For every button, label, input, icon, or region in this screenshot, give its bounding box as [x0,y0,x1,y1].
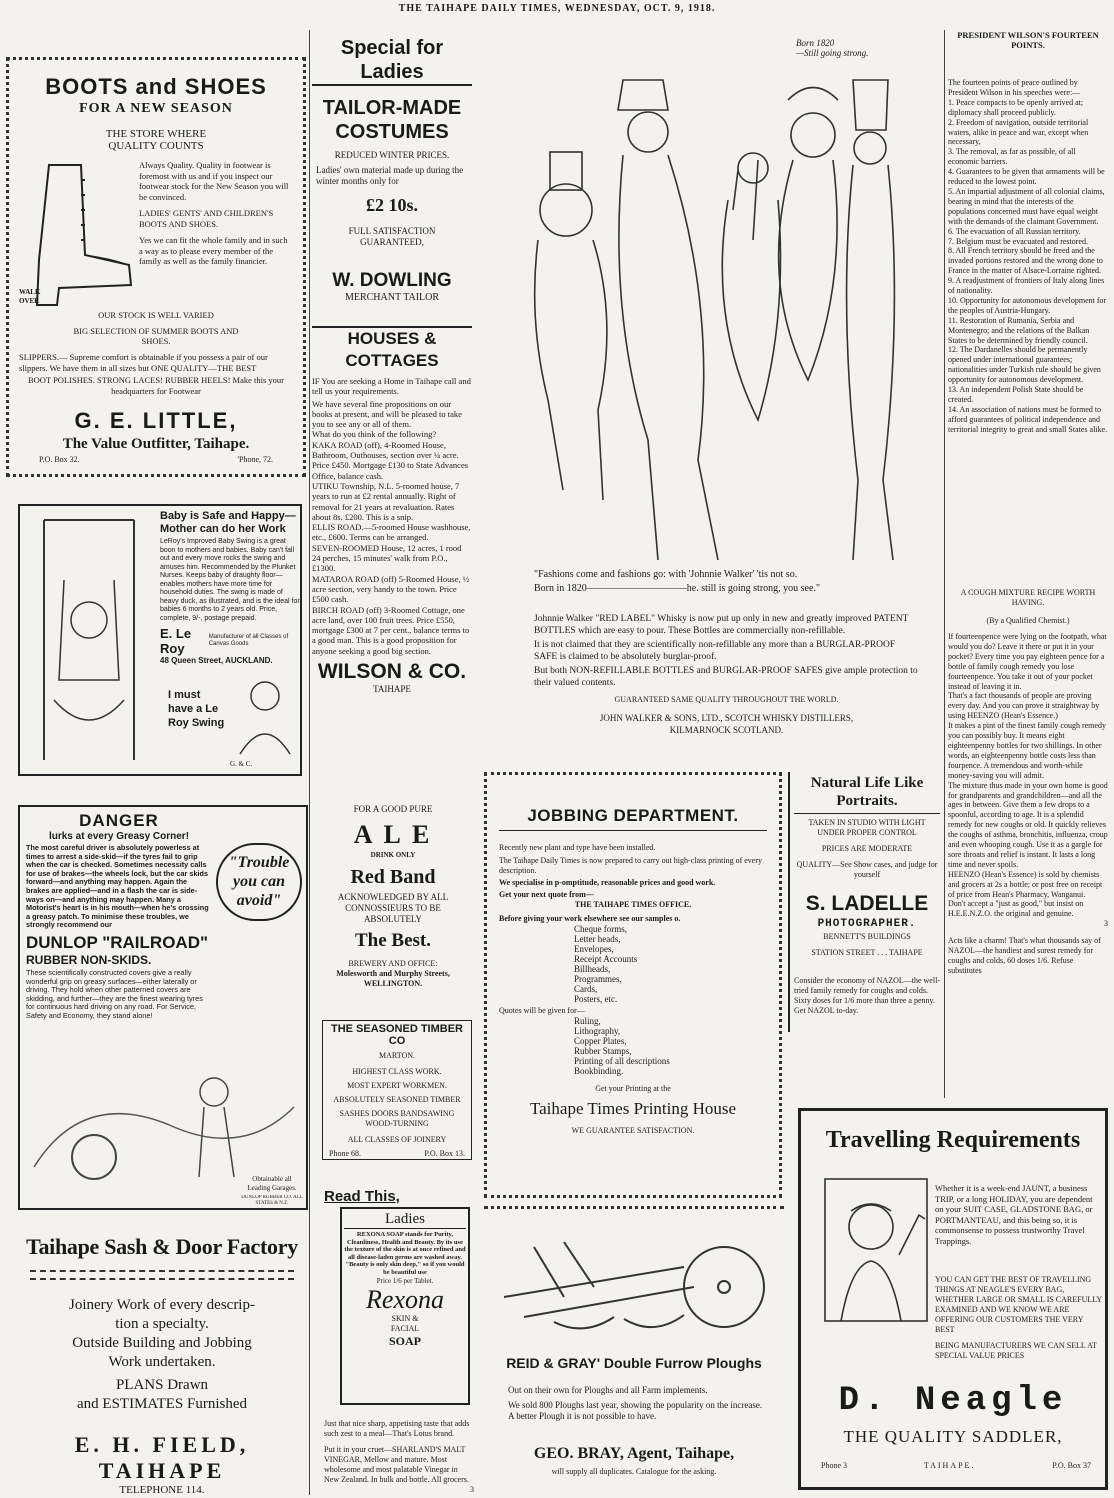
timber-ad [322,1020,472,1160]
travel-para-1: Whether it is a week-end JAUNT, a business TRIP, or a long HOLIDAY, you are dependent on your SUIT CASE, GLADSTONE BAG, or PORTMANTEAU, and this being so, it is commonsense to possess trustworthy Travel Trappings. [935,1183,1093,1246]
neagle-box: P.O. Box 37 [1052,1461,1091,1470]
walker-caption [534,568,914,596]
bubble-line-2: you can [233,873,285,890]
tailor-made-heading: TAILOR-MADE [322,97,462,119]
wilson-point: 4. Guarantees to be given that armaments will be reduced to the lowest point. [948,167,1105,187]
travel-para-3: BEING MANUFACTURERS WE CAN SELL AT SPECIAL VALUE PRICES [935,1341,1097,1360]
travel-title: Travelling Requirements [825,1127,1081,1153]
rexona-ad [324,1188,474,1492]
cough-para-6: Don't accept a "just as good," but insist on H.E.E.N.Z.O. the original and genuine. [948,899,1084,919]
timber-line-4: SASHES DOORS BANDSAWING WOOD-TURNING [339,1109,455,1128]
timber-box: P.O. Box 13. [424,1149,465,1158]
cough-para-4: The mixture thus made in your own home is good for grandparents and grandchildren—and all the ages in between. Give them a few drops to a spoonful, according to age. It is a splendid remedy for new coughs or old. It quickly relieves the coughs of asthma, bronchitis, influenza, croup and even whooping cough. Use it as a gargle for sore throats and relief is instant. It lasts a long time and never spoils. [948,780,1108,869]
houses-question: What do you think of the following? [312,429,437,440]
jobbing-item: Lithography, [574,1026,621,1036]
bubble-line-3: avoid" [236,892,282,909]
houses-intro: IF You are seeking a Home in Taihape call and tell us your requirements. [312,376,471,397]
sash-line-3: Outside Building and Jobbing [72,1335,252,1351]
boots-phone: 'Phone, 72. [237,455,273,464]
dunlop-product: RUBBER NON-SKIDS. [26,952,152,967]
swing-slogan: I must have a Le Roy Swing [168,689,225,729]
ladies-title: Special for Ladies [312,36,472,86]
houses-title: HOUSES & COTTAGES [345,329,439,370]
jobbing-item: Programmes, [574,974,622,984]
swing-ad [18,504,302,776]
cough-para-3: It makes a pint of the finest family cough remedy you can possibly buy. It means eight eighteenpenny bottles for two shillings. In other words, an eighteenpenny bottle costs less than fourpence. A tremendous and worth-while money-saving you will admit. [948,721,1106,780]
walker-caption-1: "Fashions come and fashions go: with 'Johnnie Walker' 'tis not so. [534,569,798,580]
nazol-charm-para: Acts like a charm! That's what thousands say of NAZOL—the handiest and surest remedy for coughs and colds, 60 doses 1/6. Refuse substitutes [948,936,1101,975]
wilson-intro: The fourteen points of peace outlined by President Wilson in his speeches were:— [948,78,1081,97]
jobbing-get-printing: Get your Printing at the [595,1084,671,1093]
plough-ad [484,1206,784,1496]
jobbing-item: Ruling, [574,1016,601,1026]
ale-brewery: BREWERY AND OFFICE: [348,959,438,968]
read-this: Read This, [324,1188,400,1205]
plough-para-2: We sold 800 Ploughs last year, showing the popularity on the increase. [508,1400,763,1410]
mother-child-illustration [230,674,300,758]
boots-subtitle: FOR A NEW SEASON [79,101,233,116]
sash-title: Taihape Sash & Door Factory [26,1234,298,1259]
costumes-heading: COSTUMES [335,121,449,143]
sash-line-2: tion a specialty. [115,1316,209,1332]
boots-tagline: The Value Outfitter, Taihape. [62,436,250,452]
ale-best: The Best. [355,930,431,951]
boots-para-quality: Always Quality. Quality in footwear is foremost with us and if you inspect our footwear stock for the New Season you will be convinced. [139,160,289,202]
walk-over-label: WALK OVER [19,288,41,305]
wilson-point: 13. An independent Polish State should be created. [948,385,1084,404]
rexona-facial: FACIAL [390,1323,420,1333]
plough-catalogue: will supply all duplicates. Catalogue for the asking. [551,1467,717,1476]
boots-quality-line: QUALITY COUNTS [108,140,204,152]
neagle-town: TAIHAPE. [923,1461,976,1470]
portraits-title-2: Portraits. [836,793,898,809]
house-listing: KAKA ROAD (off), 4-Roomed House, Bathroom, Outhouses, section over ¼ acre. Price £450. Mortgage £130 to State Advances Office, balance cash. [312,439,469,481]
timber-line-2: MOST EXPERT WORKMEN. [347,1081,447,1090]
johnnie-walker-ad [478,36,938,760]
walker-company: JOHN WALKER & SONS, LTD., SCOTCH WHISKY DISTILLERS, KILMARNOCK SCOTLAND. [599,713,854,735]
dunlop-ad [18,805,308,1210]
ale-address: Molesworth and Murphy Streets, WELLINGTON. [336,969,450,988]
plough-title: REID & GRAY' Double Furrow Ploughs [506,1355,762,1371]
wilson-point: 8. All French territory should be freed and the invaded portions restored and the wrong done to France in the matter of Alsace-Lorraine righted. [948,246,1103,276]
portraits-studio: TAKEN IN STUDIO WITH LIGHT UNDER PROPER CONTROL [808,818,926,837]
dunlop-brand: DUNLOP "RAILROAD" [26,932,209,952]
rexona-price: Price 1/6 per Tablet. [376,1276,434,1285]
ladies-tailor-ad [312,36,472,320]
boots-store-line: THE STORE WHERE [105,128,207,140]
swing-maker: E. Le Roy [160,626,192,656]
jobbing-para-3: We specialise in p-omptitude, reasonable prices and good work. [499,878,716,887]
rexona-skin: SKIN & [391,1313,419,1323]
rexona-brand: Rexona [366,1284,444,1314]
sash-line-1: Joinery Work of every descrip- [69,1297,255,1313]
bubble-line-1: "Trouble [228,854,290,871]
neagle-phone: Phone 3 [821,1461,847,1470]
ladies-satisfaction: FULL SATISFACTION GUARANTEED, [348,226,436,247]
rexona-box [340,1207,470,1405]
dunlop-obtainable: Obtainable all Leading Garages. [247,1175,297,1192]
wilson-point: 14. An association of nations must be formed to afford guarantees of political independence and territorial integrity to great and small States alike. [948,404,1108,434]
wilson-point: 10. Opportunity for autonomous development for the peoples of Austria-Hungary. [948,295,1107,315]
rexona-number: 3 [470,1485,474,1492]
jobbing-para-1: Recently new plant and type have been installed. [499,843,656,852]
timber-line-5: ALL CLASSES OF JOINERY [347,1135,447,1144]
wilson-point: 11. Restoration of Rumania, Serbia and Montenegro; and the relations of the Balkan States to be determined by friendly council. [948,315,1090,345]
walker-caption-2: Born in 1820——————————he. still is going strong, you see." [534,583,821,594]
jobbing-para-2: The Taihape Daily Times is now prepared to carry out high-class printing of every description. [499,856,763,875]
swing-heading-1: Baby is Safe and Happy— [160,510,296,522]
cough-para-1: If fourteenpence were lying on the footpath, what would you do? Leave it there or put it in your pocket? Every time you pay eighteen pence for a bottle of family cough remedy you lose fourteenpence. You take it out of your pocket instead of leaving it in. [948,632,1107,691]
printing-house-name: Taihape Times Printing House [529,1099,737,1118]
baby-swing-illustration [24,510,154,772]
portraits-prices: PRICES ARE MODERATE [821,844,913,853]
lotus-vinegar-para: Just that nice sharp, appetising taste that adds such zest to a meal—That's Lotus brand. [324,1419,470,1438]
wilson-point: 2. Freedom of navigation, outside territorial waters, alike in peace and war, except when necessary, [948,117,1089,147]
decorative-rule [30,1270,294,1280]
timber-line-3: ABSOLUTELY SEASONED TIMBER [333,1095,461,1104]
timber-line-1: HIGHEST CLASS WORK. [352,1067,442,1076]
timber-title: THE SEASONED TIMBER CO [330,1023,463,1047]
jobbing-item: Billheads, [574,964,611,974]
swing-address: 48 Queen Street, AUCKLAND. [160,656,273,665]
wilson-point: 1. Peace compacts to be openly arrived at; diplomacy shall proceed publicly. [948,97,1084,117]
jobbing-title: JOBBING DEPARTMENT. [527,806,739,825]
rexona-text: REXONA SOAP stands for Purity, Cleanliness, Health and Beauty. By its use the texture of the skin is at once refined and all disease-laden germs are washed away. "Beauty is only skin deep," so if you would be beautiful use [344,1231,466,1276]
jobbing-office: THE TAIHAPE TIMES OFFICE. [574,900,692,909]
dunlop-para-1: The most careful driver is absolutely powerless at times to arrest a side-skid—if the tyres fail to grip when the car is checked. Sometimes necessity calls for use of brakes—the wheels lock, but the car skids forward—and anything may happen. Again the brakes are applied—and in a flash the car is side-ways on—and anything may happen. Many a Motorist's heart is in his mouth—when he's crossing a greasy patch. To minimise these troubles, we strongly recommend our [26,843,209,930]
boots-slippers-para: SLIPPERS.— Supreme comfort is obtainable if you possess a pair of our slippers. We have them in all sizes but ONE QUALITY—THE BEST [19,352,268,373]
portraits-quality: QUALITY—See Show cases, and judge for yourself [796,860,938,879]
wilson-point: 9. A readjustment of frontiers of Italy along lines of nationality. [948,276,1105,296]
walker-para-1: Johnnie Walker "RED LABEL" Whisky is now put up only in new and greatly improved PATENT BOTTLES which are easy to pour. These Bottles are commercially non-refillable. [534,614,909,636]
sash-line-4: Work undertaken. [108,1354,216,1370]
houses-propositions: We have several fine propositions on our books at present, and will be pleased to take you to see any or all of them. [312,398,462,430]
motorist-illustration [24,1047,302,1187]
cough-byline: (By a Qualified Chemist.) [986,616,1070,625]
boots-summer-line: BIG SELECTION OF SUMMER BOOTS AND SHOES. [73,326,239,346]
timber-town: MARTON. [378,1051,416,1060]
house-listing: UTIKU Township, N.L. 5-roomed house, 7 years to run at £2 rental annually. Right of removal for 21 years at revaluation. Rates about 8s. £200. This is a snip. [312,480,460,522]
sash-plans: PLANS Drawn [115,1377,209,1393]
cough-number: 3 [1104,919,1108,929]
house-listing: ELLIS ROAD.—5-roomed House washhouse, etc., £600. Terms can be arranged. [312,522,471,543]
jobbing-para-6: Before giving your work elsewhere see our samples o. [499,914,681,923]
cough-recipe-column [948,588,1108,1068]
ladies-price: £2 10s. [365,195,418,215]
boots-para-range: LADIES' GENTS' AND CHILDREN'S BOOTS AND SHOES. [139,208,274,229]
column-rule [944,30,945,1098]
portraits-ad [788,772,944,1032]
jobbing-item: Printing of all descriptions [574,1056,670,1066]
red-band-brand: Red Band [350,866,436,888]
wilson-point: 12. The Dardanelles should be permanently opened under international guarantees; nationalities under Turkish rule should be given opportunity for autonomous development. [948,345,1101,385]
wilson-point: 7. Belgium must be evacuated and restored. [948,236,1088,246]
ale-title: A L E [353,820,433,849]
jobbing-item: Envelopes, [574,944,614,954]
jobbing-ad [484,772,782,1198]
fashion-figures-illustration [508,60,918,580]
jobbing-para-4: Get your next quote from— [499,890,594,899]
house-listing: SEVEN-ROOMED House, 12 acres, 1 rood 24 perches, 15 minutes' walk from P.O., £1300. [312,542,462,574]
portraits-title-1: Natural Life Like [810,775,924,791]
walker-para-3: But both NON-REFILLABLE BOTTLES and BURGLAR-PROOF SAFES give ample protection to their valued contents. [534,666,918,688]
ladies-label: Ladies [344,1211,466,1229]
cough-title: A COUGH MIXTURE RECIPE WORTH HAVING. [960,588,1096,607]
sash-estimates: and ESTIMATES Furnished [77,1396,247,1412]
plough-para-3: A better Plough it is not possible to have. [508,1411,657,1421]
born-1820-label: Born 1820 [796,38,835,48]
travelling-ad [798,1108,1108,1490]
dunlop-para-2: These scientifically constructed covers give a really wonderful grip on greasy surfaces—either laterally or driving. They hold when other patterned covers are skidding, and further—they are the finest wearing tyres for continuous hard driving on any road. For Service, Safety and Economy, they stand alone! [26,967,203,1020]
cough-para-2: That's a fact thousands of people are proving every day. And you can prove it straightway by using HEENZO (Hean's Essence.) [948,691,1100,721]
house-listing: MATAROA ROAD (off) 5-Roomed House, ½ acre section, very handy to the town. Price £500 cash. [312,573,470,605]
jobbing-item: Cheque forms, [574,924,627,934]
shoe-illustration [19,160,139,310]
cough-para-5: HEENZO (Hean's Essence) is sold by chemists and grocers at 2s a bottle; or post free on receipt of price from Hean's Pharmacy, Wanganui. [948,869,1103,899]
danger-subheading: lurks at every Greasy Corner! [48,831,190,842]
neagle-name: D. Neagle [838,1382,1068,1420]
jobbing-item: Letter heads, [574,934,621,944]
photographer-street: STATION STREET . . . TAIHAPE [811,948,923,957]
neagle-trade: THE QUALITY SADDLER, [843,1427,1063,1446]
boots-para-family: Yes we can fit the whole family and in such a way as to please every member of the family as well as the family financier. [139,235,288,266]
ale-ad [318,804,468,1014]
pointing-man-illustration [821,1175,931,1325]
danger-heading: DANGER [79,811,159,830]
plough-agent: GEO. BRAY, Agent, Taihape, [533,1445,735,1462]
boots-pobox: P.O. Box 32. [39,455,80,464]
sharland-vinegar-para: Put it in your cruet—SHARLAND'S MALT VINEGAR, Mellow and mature. Most wholesome and most palatable Vinegar in New Zealand. In bulk and bottle. All grocers. [324,1445,469,1484]
jobbing-item: Copper Plates, [574,1036,627,1046]
houses-town: TAIHAPE [373,684,411,695]
photographer-trade: PHOTOGRAPHER. [817,918,917,930]
ale-drink-only: DRINK ONLY [370,851,416,859]
trouble-speech-bubble [216,843,302,921]
jobbing-item: Cards, [574,984,598,994]
boots-ad [6,57,306,477]
walker-para-2: It is not claimed that they are scientifically non-refillable any more than a BURGLAR-PROOF SAFE is claimed to be absolutely burglar-proof. [534,640,896,662]
ladies-reduced: REDUCED WINTER PRICES. [334,150,450,160]
photographer-name: S. LADELLE [805,892,929,915]
column-rule [309,30,310,1495]
boots-title: BOOTS and SHOES [45,74,267,99]
photographer-building: BENNETT'S BUILDINGS [823,932,911,941]
jobbing-guarantee: WE GUARANTEE SATISFACTION. [571,1126,695,1135]
swing-maker-note: Manufacturer of all Classes of Canvas Goods [208,634,289,647]
wilson-point: 3. The removal, as far as possible, of all economic barriers. [948,147,1076,167]
masthead: THE TAIHAPE DAILY TIMES, WEDNESDAY, OCT. 9, 1918. [398,3,716,14]
wilson-point: 6. The evacuation of all Russian territory. [948,226,1081,236]
nazol-para: Consider the economy of NAZOL—the well-tried family remedy for coughs and colds. Sixty doses for 1/6 more than three a penny. Get NAZOL to-day. [794,976,940,1015]
jobbing-quotes: Quotes will be given for— [499,1006,585,1015]
plough-para-1: Out on their own for Ploughs and all Farm implements. [508,1385,708,1395]
ale-intro: FOR A GOOD PURE [353,804,433,814]
houses-ad [312,326,472,796]
sash-door-ad [16,1222,308,1494]
walker-guarantee: GUARANTEED SAME QUALITY THROUGHOUT THE WORLD. [614,695,839,704]
boots-polish-para: BOOT POLISHES. STRONG LACES! RUBBER HEELS! Make this your headquarters for Footwear [27,375,285,396]
houses-agent: WILSON & CO. [317,660,467,684]
jobbing-item: Posters, etc. [574,994,618,1004]
plough-illustration [494,1227,778,1347]
swing-mark: G. & C. [230,760,253,768]
still-going-strong-label: —Still going strong. [796,48,869,58]
ale-acknowledged: ACKNOWLEDGED BY ALL CONNOSSIEURS TO BE ABSOLUTELY [337,892,449,924]
jobbing-item: Receipt Accounts [574,954,638,964]
dunlop-company: DUNLOP RUBBER CO. ALL STATES & N.Z. [241,1195,303,1206]
travel-para-2: YOU CAN GET THE BEST OF TRAVELLING THINGS AT NEAGLE'S EVERY BAG, WHETHER LARGE OR SMALL IS CAREFULLY EXAMINED AND WE KNOW WE ARE OFFERING OUR CUSTOMERS THE VERY BEST [935,1275,1102,1334]
sash-telephone: TELEPHONE 114. [119,1484,205,1494]
swing-heading-2: Mother can do her Work [160,523,286,535]
ladies-tailor-name: W. DOWLING [332,270,452,291]
timber-phone: Phone 68. [329,1149,361,1158]
house-listing: BIRCH ROAD (off) 3-Roomed Cottage, one acre land, over 100 fruit trees. Price £550, mortgage £300 at 7 per cent., balance terms to a good man. This is a good proposition for anyone seeking a good big section. [312,604,470,656]
ladies-trade: MERCHANT TAILOR [344,292,440,303]
swing-description: LeRoy's Improved Baby Swing is a great boon to mothers and babies. Baby can't fall out and every move rocks the swing and amuses him. Recommended by the Plunket Nurses. Keeps baby of draughty floor—enables mothers have more time for household duties. The swing is made of heavy duck, as illustrated, and is the ideal for babies 6 months to 2 years old. Price, complete, 9/-, postage prepaid. [160,538,300,622]
wilson-points-column [948,30,1108,600]
boots-stock-line: OUR STOCK IS WELL VARIED [98,310,214,320]
rexona-soap: SOAP [388,1333,421,1348]
sash-proprietor: E. H. FIELD, TAIHAPE [74,1432,250,1483]
wilson-point: 5. An impartial adjustment of all colonial claims, bearing in mind that the interests of the populations concerned must have equal weight with the demands of the claimant Government. [948,186,1105,226]
wilson-title: PRESIDENT WILSON'S FOURTEEN POINTS. [957,30,1099,50]
ladies-material: Ladies' own material made up during the winter months only for [316,165,464,186]
jobbing-item: Bookbinding. [574,1066,624,1076]
boots-merchant-name: G. E. LITTLE, [74,408,238,433]
jobbing-item: Rubber Stamps, [574,1046,632,1056]
